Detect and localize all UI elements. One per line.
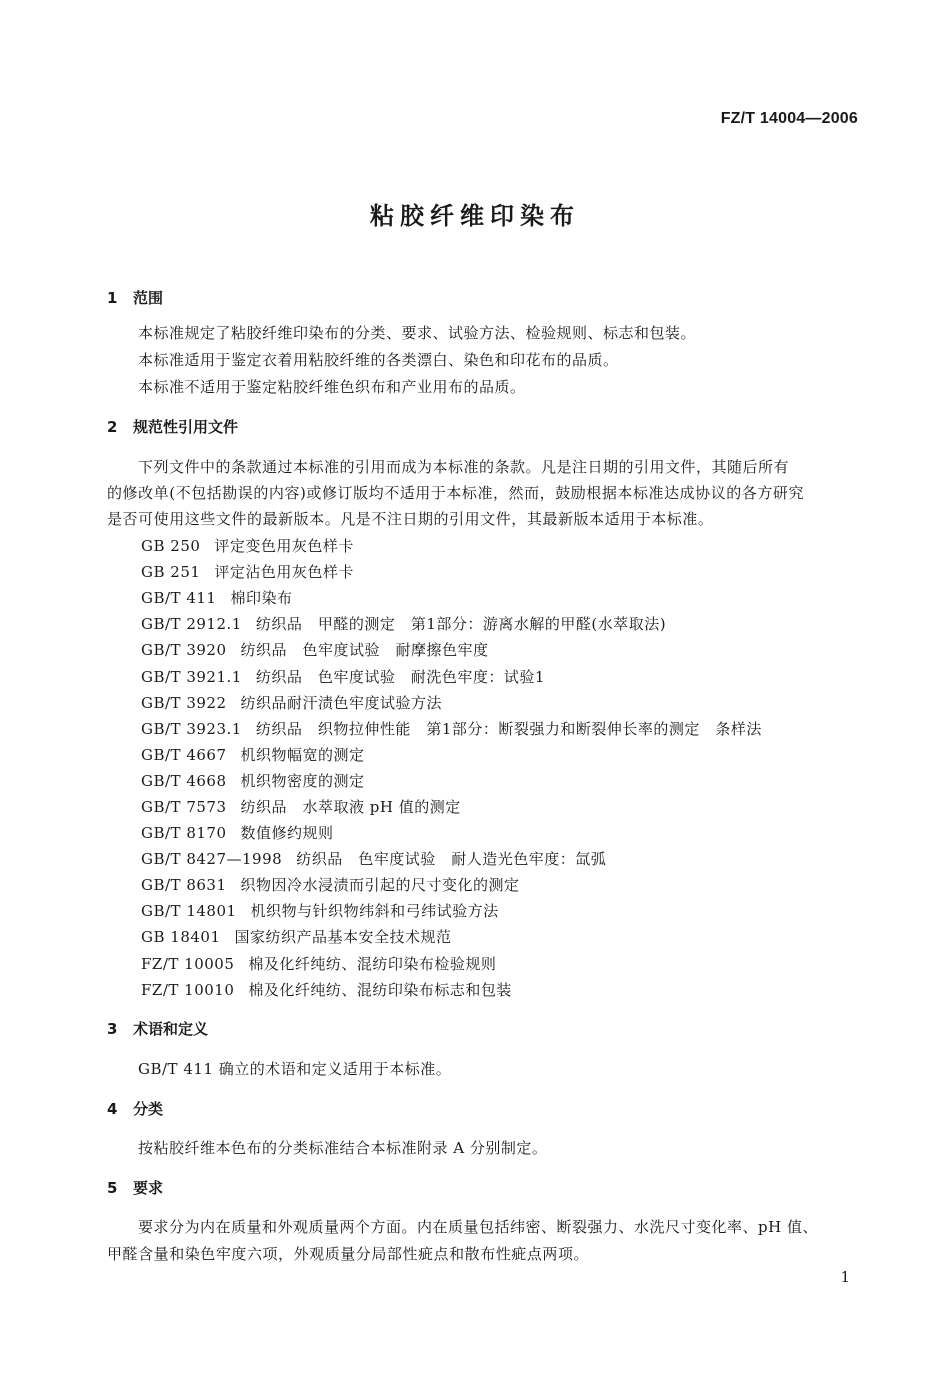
reference-code: GB/T 3921.1 (141, 668, 242, 686)
reference-code: FZ/T 10005 (141, 955, 235, 973)
reference-title: 纺织品 色牢度试验 耐人造光色牢度：氙弧 (296, 850, 607, 868)
section-title: 规范性引用文件 (133, 418, 239, 436)
reference-item (141, 926, 452, 947)
references-intro-line: 的修改单(不包括勘误的内容)或修订版均不适用于本标准，然而，鼓励根据本标准达成协议的各方研究 (107, 484, 805, 502)
section-title: 范围 (133, 289, 164, 307)
reference-item (141, 900, 499, 921)
section-number: 4 (107, 1100, 118, 1118)
section-2-heading (107, 416, 238, 437)
section-title: 分类 (133, 1100, 164, 1118)
classification-paragraph: 按粘胶纤维本色布的分类标准结合本标准附录 A 分别制定。 (138, 1139, 548, 1157)
reference-code: GB 251 (141, 563, 201, 581)
reference-item (141, 796, 461, 817)
reference-title: 纺织品 织物拉伸性能 第1部分：断裂强力和断裂伸长率的测定 条样法 (255, 720, 762, 738)
reference-code: GB/T 8631 (141, 876, 227, 894)
reference-item (141, 770, 365, 791)
reference-item (141, 874, 520, 895)
reference-title: 机织物与针织物纬斜和弓纬试验方法 (250, 902, 499, 920)
section-number: 1 (107, 289, 118, 307)
reference-item (141, 639, 489, 660)
section-1-heading (107, 287, 163, 308)
reference-code: GB/T 3923.1 (141, 720, 242, 738)
reference-title: 国家纺织产品基本安全技术规范 (234, 928, 452, 946)
reference-code: GB/T 8170 (141, 824, 227, 842)
reference-code: GB/T 14801 (141, 902, 237, 920)
reference-code: GB/T 7573 (141, 798, 227, 816)
reference-item (141, 587, 292, 608)
reference-title: 纺织品耐汗渍色牢度试验方法 (240, 694, 443, 712)
section-5-heading (107, 1177, 163, 1198)
page-number: 1 (840, 1268, 850, 1286)
reference-title: 纺织品 色牢度试验 耐摩擦色牢度 (240, 641, 489, 659)
reference-code: GB/T 4667 (141, 746, 227, 764)
reference-code: FZ/T 10010 (141, 981, 235, 999)
reference-item (141, 744, 365, 765)
reference-item (141, 979, 512, 1000)
reference-item (141, 561, 354, 582)
reference-title: 机织物密度的测定 (240, 772, 365, 790)
terms-paragraph: GB/T 411 确立的术语和定义适用于本标准。 (138, 1060, 452, 1078)
reference-title: 纺织品 色牢度试验 耐洗色牢度：试验1 (255, 668, 545, 686)
reference-item (141, 953, 496, 974)
section-4-heading (107, 1098, 163, 1119)
reference-title: 棉印染布 (230, 589, 293, 607)
scope-paragraph: 本标准不适用于鉴定粘胶纤维色织布和产业用布的品质。 (138, 378, 526, 396)
section-3-heading (107, 1018, 208, 1039)
standard-code: FZ/T 14004—2006 (720, 110, 858, 127)
reference-code: GB/T 8427—1998 (141, 850, 283, 868)
reference-code: GB/T 3920 (141, 641, 227, 659)
reference-title: 纺织品 水萃取液 pH 值的测定 (240, 798, 461, 816)
reference-title: 数值修约规则 (240, 824, 334, 842)
reference-item (141, 666, 545, 687)
references-intro-line: 下列文件中的条款通过本标准的引用而成为本标准的条款。凡是注日期的引用文件，其随后所有 (138, 458, 790, 476)
scope-paragraph: 本标准适用于鉴定衣着用粘胶纤维的各类漂白、染色和印花布的品质。 (138, 351, 619, 369)
requirements-line: 甲醛含量和染色牢度六项，外观质量分局部性疵点和散布性疵点两项。 (107, 1245, 590, 1263)
section-number: 2 (107, 418, 118, 436)
reference-title: 评定变色用灰色样卡 (214, 537, 354, 555)
section-number: 3 (107, 1020, 118, 1038)
document-title: 粘胶纤维印染布 (370, 202, 580, 230)
reference-item (141, 848, 606, 869)
reference-item (141, 613, 666, 634)
reference-code: GB/T 2912.1 (141, 615, 242, 633)
section-number: 5 (107, 1179, 118, 1197)
reference-code: GB/T 411 (141, 589, 217, 607)
reference-title: 纺织品 甲醛的测定 第1部分：游离水解的甲醛(水萃取法) (255, 615, 667, 633)
reference-item (141, 535, 354, 556)
reference-title: 棉及化纤纯纺、混纺印染布标志和包装 (248, 981, 512, 999)
reference-item (141, 822, 334, 843)
scope-paragraph: 本标准规定了粘胶纤维印染布的分类、要求、试验方法、检验规则、标志和包装。 (138, 324, 697, 342)
references-intro-line: 是否可使用这些文件的最新版本。凡是不注日期的引用文件，其最新版本适用于本标准。 (107, 510, 714, 528)
reference-title: 棉及化纤纯纺、混纺印染布检验规则 (248, 955, 497, 973)
reference-code: GB/T 4668 (141, 772, 227, 790)
reference-item (141, 718, 762, 739)
section-title: 要求 (133, 1179, 164, 1197)
reference-title: 织物因冷水浸渍而引起的尺寸变化的测定 (240, 876, 520, 894)
reference-title: 评定沾色用灰色样卡 (214, 563, 354, 581)
reference-code: GB 250 (141, 537, 201, 555)
section-title: 术语和定义 (133, 1020, 209, 1038)
reference-item (141, 692, 442, 713)
reference-title: 机织物幅宽的测定 (240, 746, 365, 764)
reference-code: GB/T 3922 (141, 694, 227, 712)
requirements-line: 要求分为内在质量和外观质量两个方面。内在质量包括纬密、断裂强力、水洗尺寸变化率、pH 值、 (138, 1218, 818, 1236)
reference-code: GB 18401 (141, 928, 221, 946)
